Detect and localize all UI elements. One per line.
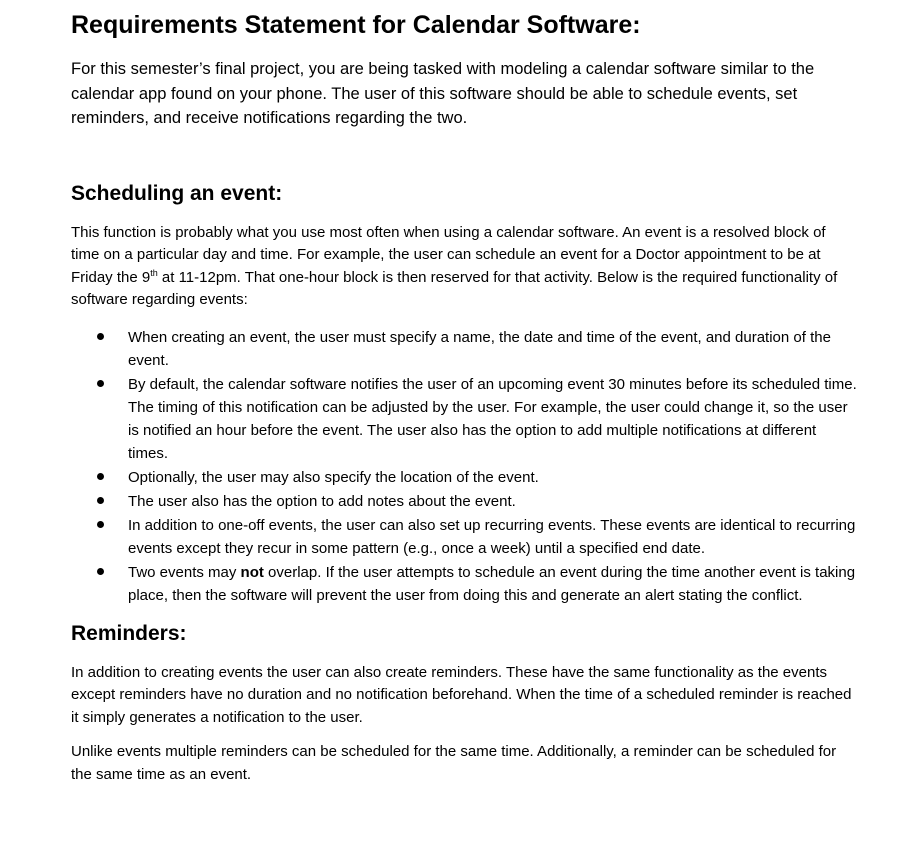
bullet-icon <box>97 380 104 387</box>
scheduling-paragraph-part2: at 11-12pm. That one-hour block is then reserved for that activity. Below is the required functionality of software regarding events: <box>71 268 838 308</box>
list-item: Two events may not overlap. If the user attempts to schedule an event during the time another event is taking place, then the software will prevent the user from doing this and generate an alert stating the conflict. <box>71 561 857 607</box>
bullet-icon <box>97 333 104 340</box>
reminders-paragraph-2: Unlike events multiple reminders can be scheduled for the same time. Additionally, a reminder can be scheduled for the same time as an event. <box>71 743 837 783</box>
reminders-heading: Reminders: <box>71 621 187 645</box>
ordinal-superscript: th <box>150 267 158 278</box>
list-item: When creating an event, the user must specify a name, the date and time of the event, and duration of the event. <box>71 326 857 372</box>
list-item: Optionally, the user may also specify the location of the event. <box>71 466 857 489</box>
bullet-icon <box>97 497 104 504</box>
intro-paragraph: For this semester’s final project, you are being tasked with modeling a calendar software similar to the calendar app found on your phone. The user of this software should be able to schedule events, set reminders, and receive notifications regarding the two. <box>71 60 815 127</box>
reminders-paragraph-1: In addition to creating events the user can also create reminders. These have the same functionality as the events except reminders have no duration and no notification beforehand. When the time of a scheduled reminder is reached it simply generates a notification to the user. <box>71 663 852 726</box>
scheduling-paragraph-part1: This function is probably what you use most often when using a calendar software. An event is a resolved block of time on a particular day and time. For example, the user can schedule an event for a Doctor appointment to be at Friday the 9 <box>71 223 826 286</box>
bullet-icon <box>97 568 104 575</box>
list-item: By default, the calendar software notifies the user of an upcoming event 30 minutes before its scheduled time. The timing of this notification can be adjusted by the user. For example, the user could change it, so the user is notified an hour before the event. The user also has the option to add multiple notifications at different times. <box>71 373 857 465</box>
emphasis-not: not <box>240 563 264 581</box>
event-requirements-list <box>71 326 857 607</box>
list-item: In addition to one-off events, the user can also set up recurring events. These events are identical to recurring events except they recur in some pattern (e.g., once a week) until a specified end date. <box>71 514 857 560</box>
document-title: Requirements Statement for Calendar Software: <box>71 11 641 39</box>
scheduling-paragraph <box>71 222 857 312</box>
bullet-icon <box>97 473 104 480</box>
bullet-icon <box>97 521 104 528</box>
list-item: The user also has the option to add notes about the event. <box>71 490 857 513</box>
scheduling-heading: Scheduling an event: <box>71 181 283 205</box>
